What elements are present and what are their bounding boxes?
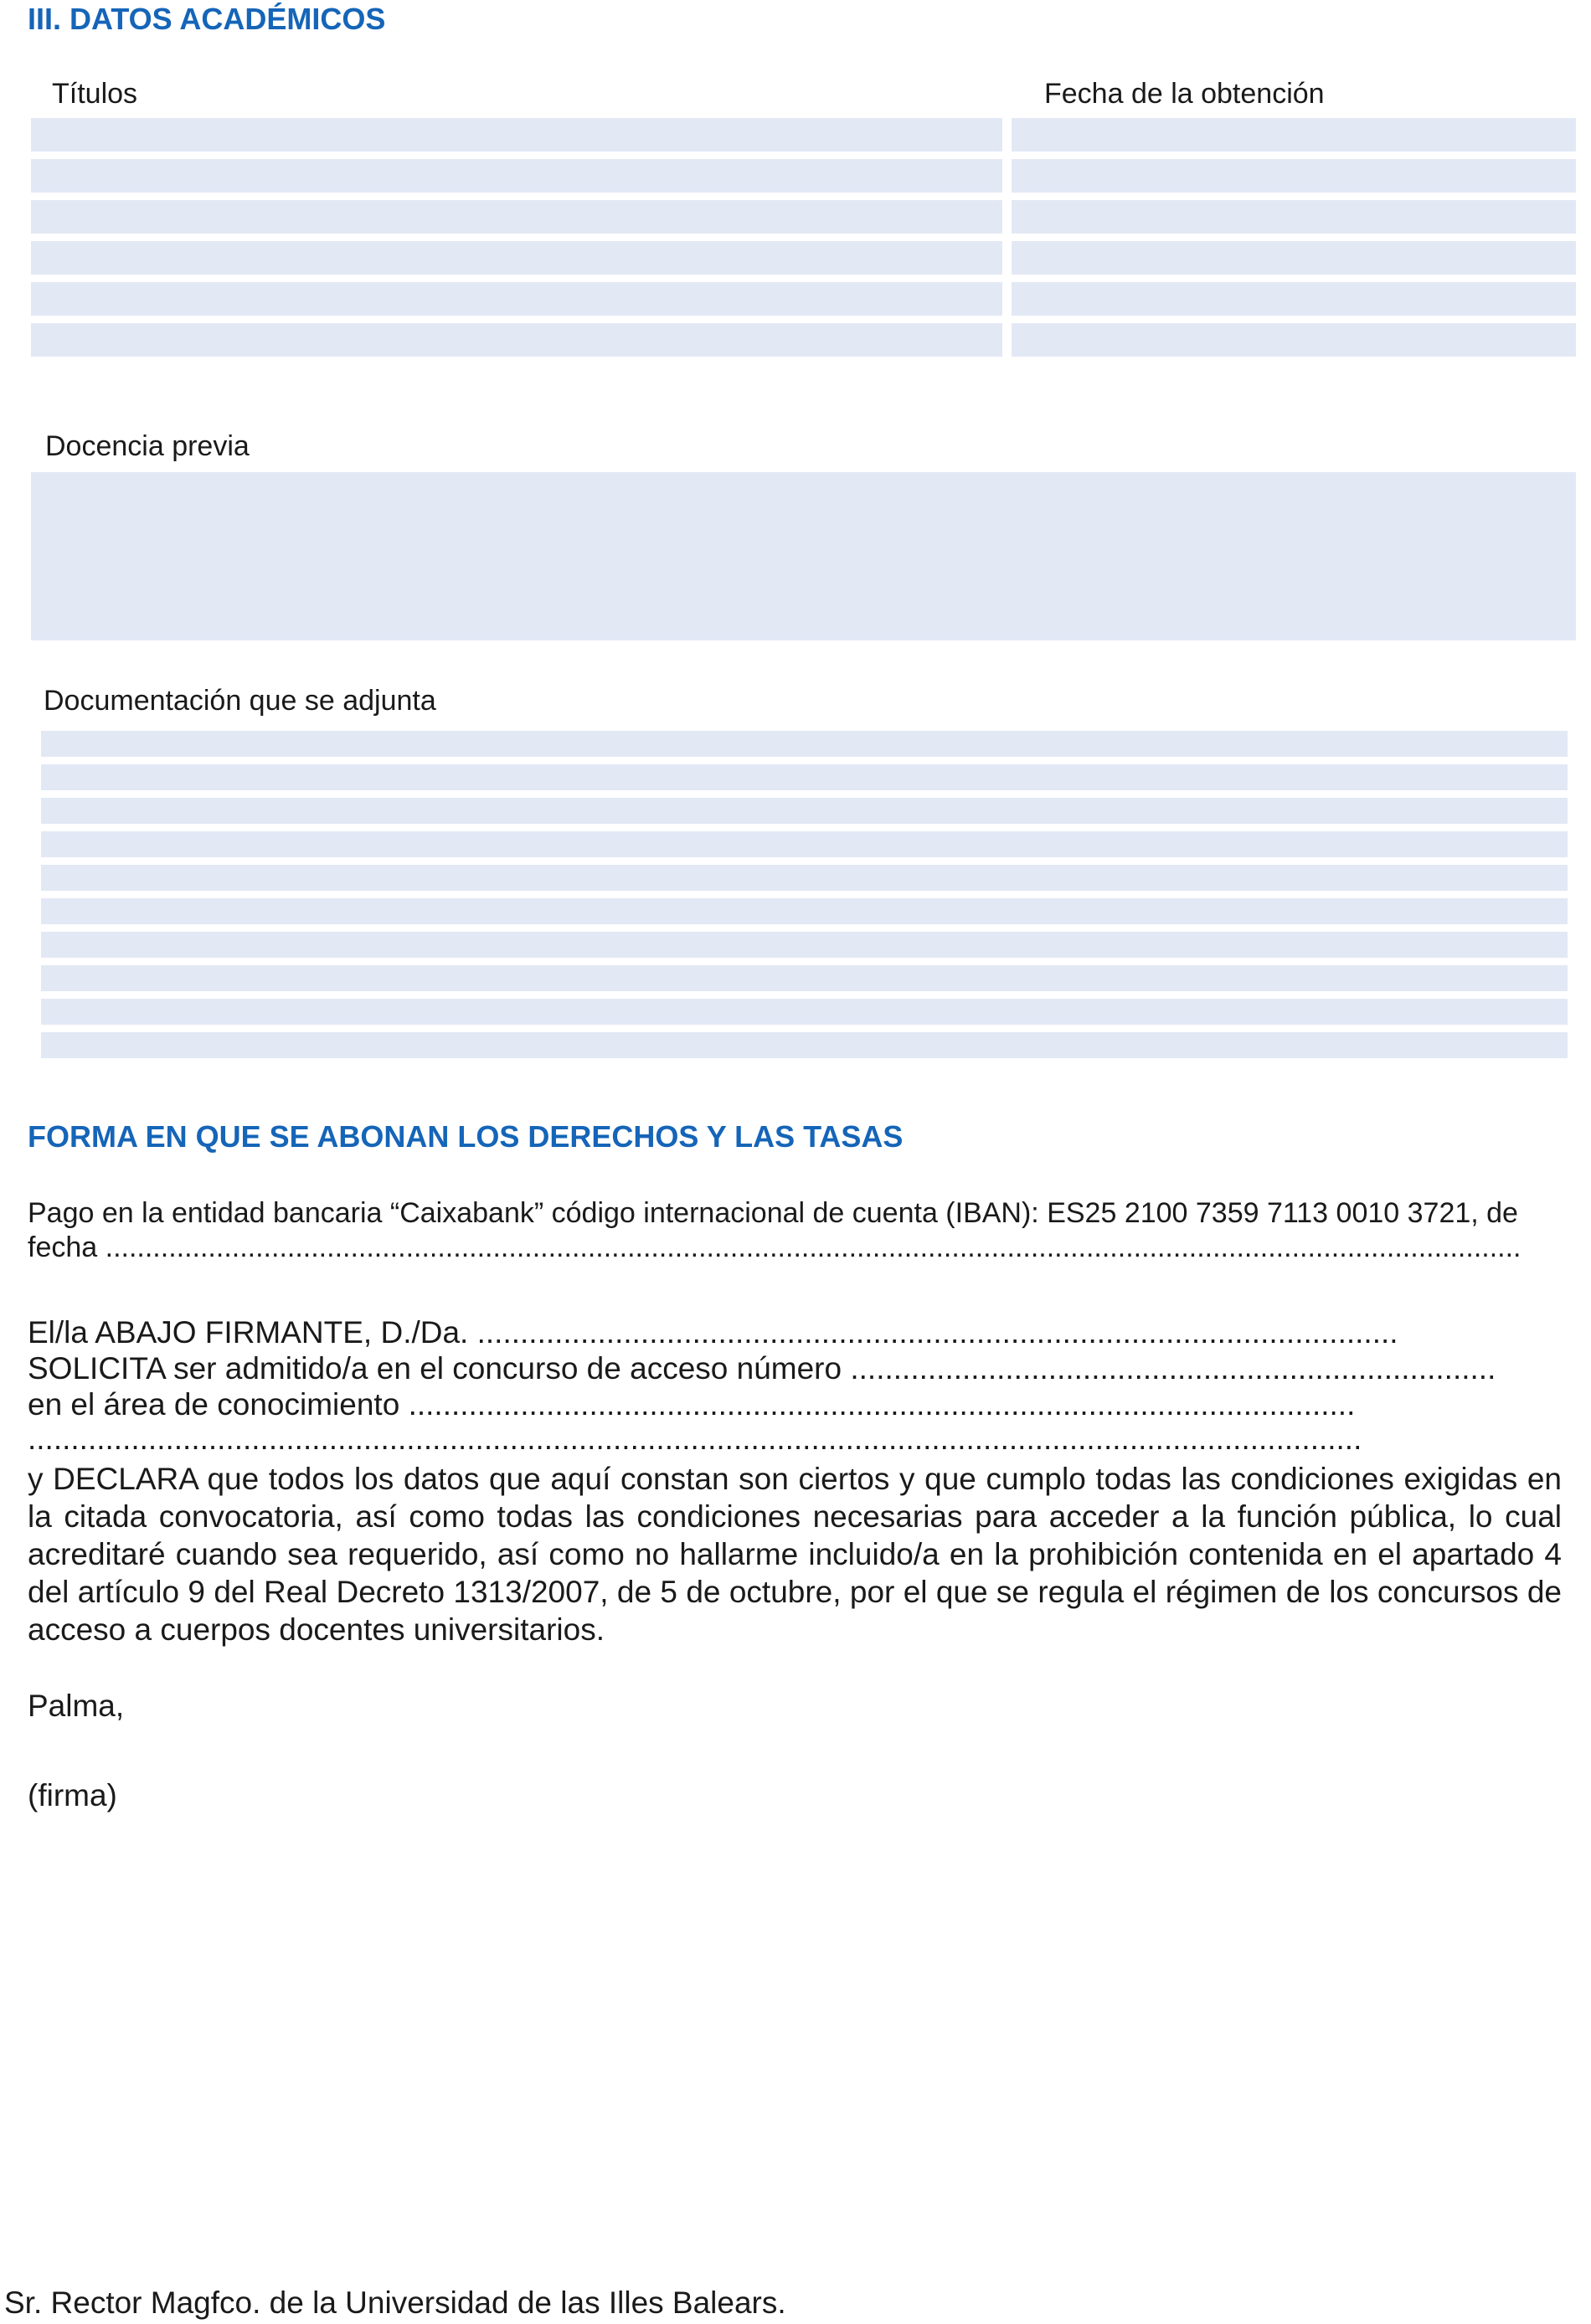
titulo-field-2[interactable] xyxy=(31,159,1002,193)
dots-line: ........................................................................................................................................................... xyxy=(28,1422,1362,1456)
documentacion-field-3[interactable] xyxy=(41,798,1568,824)
firmante-line: El/la ABAJO FIRMANTE, D./Da. ........................................................................................................... xyxy=(28,1315,1398,1350)
area-line: en el área de conocimiento .............................................................................................................. xyxy=(28,1387,1356,1422)
titulo-field-6[interactable] xyxy=(31,323,1002,357)
documentacion-field-2[interactable] xyxy=(41,764,1568,790)
recipient-line: Sr. Rector Magfco. de la Universidad de las Illes Balears. xyxy=(4,2285,786,2320)
documentacion-field-1[interactable] xyxy=(41,731,1568,757)
docencia-previa-label: Docencia previa xyxy=(45,430,250,462)
pago-line-2: fecha ................................................................................................................................................................................... xyxy=(28,1231,1521,1263)
titulo-field-3[interactable] xyxy=(31,200,1002,234)
documentacion-field-7[interactable] xyxy=(41,932,1568,958)
fecha-field-1[interactable] xyxy=(1012,118,1576,152)
fecha-field-2[interactable] xyxy=(1012,159,1576,193)
documentacion-field-6[interactable] xyxy=(41,898,1568,924)
fecha-obtencion-label: Fecha de la obtención xyxy=(1044,78,1325,110)
titulo-field-1[interactable] xyxy=(31,118,1002,152)
titulo-field-4[interactable] xyxy=(31,241,1002,275)
documentacion-field-9[interactable] xyxy=(41,999,1568,1025)
forma-pago-heading: FORMA EN QUE SE ABONAN LOS DERECHOS Y LAS TASAS xyxy=(28,1119,904,1154)
documentacion-field-5[interactable] xyxy=(41,865,1568,891)
titulos-label: Títulos xyxy=(52,78,138,110)
documentacion-field-8[interactable] xyxy=(41,965,1568,991)
solicita-line: SOLICITA ser admitido/a en el concurso de acceso número ........................................................................... xyxy=(28,1351,1496,1386)
section-heading: III. DATOS ACADÉMICOS xyxy=(28,2,386,36)
documentacion-field-10[interactable] xyxy=(41,1032,1568,1058)
documentacion-field-4[interactable] xyxy=(41,831,1568,857)
fecha-field-4[interactable] xyxy=(1012,241,1576,275)
docencia-previa-field[interactable] xyxy=(31,472,1576,640)
fecha-field-6[interactable] xyxy=(1012,323,1576,357)
documentacion-label: Documentación que se adjunta xyxy=(44,685,436,717)
pago-line-1: Pago en la entidad bancaria “Caixabank” código internacional de cuenta (IBAN): ES25 2100 7359 7113 0010 3721, de xyxy=(28,1197,1518,1229)
fecha-field-5[interactable] xyxy=(1012,282,1576,316)
palma-label: Palma, xyxy=(28,1689,125,1723)
fecha-field-3[interactable] xyxy=(1012,200,1576,234)
firma-label: (firma) xyxy=(28,1778,117,1812)
titulo-field-5[interactable] xyxy=(31,282,1002,316)
declara-paragraph: y DECLARA que todos los datos que aquí constan son ciertos y que cumplo todas las condiciones exigidas en la citada convocatoria, así como todas las condiciones necesarias para acceder a la función pública, lo cual acreditaré cuando sea requerido, así como no hallarme incluido/a en la prohibición contenida en el apartado 4 del artículo 9 del Real Decreto 1313/2007, de 5 de octubre, por el que se regula el régimen de los concursos de acceso a cuerpos docentes universitarios. xyxy=(28,1462,1562,1647)
